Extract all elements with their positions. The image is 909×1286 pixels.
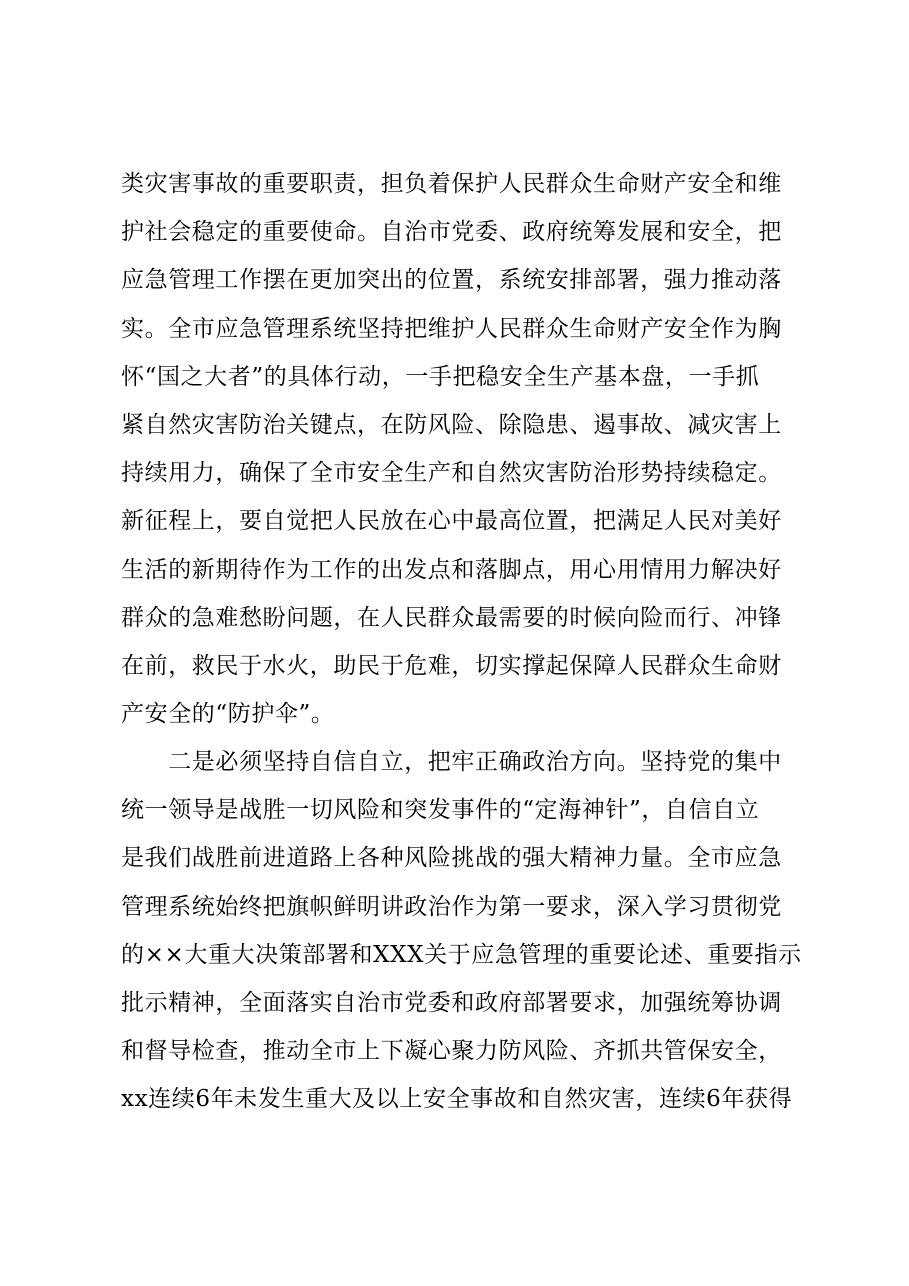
text-line: 生活的新期待作为工作的出发点和落脚点，用心用情用力解决好 xyxy=(121,556,782,583)
paragraph-political-direction xyxy=(121,738,821,1124)
text-line: 在前，救民于水火，助民于危难，切实撑起保障人民群众生命财 xyxy=(121,652,782,679)
text-line: 管理系统始终把旗帜鲜明讲政治作为第一要求，深入学习贯彻党 xyxy=(121,893,782,920)
text-line: 群众的急难愁盼问题，在人民群众最需要的时候向险而行、冲锋 xyxy=(121,604,782,631)
text-line: 实。全市应急管理系统坚持把维护人民群众生命财产安全作为胸 xyxy=(121,315,782,342)
text-line: 二是必须坚持自信自立，把牢正确政治方向。坚持党的集中 xyxy=(121,749,782,775)
text-line: 应急管理工作摆在更加突出的位置，系统安排部署，强力推动落 xyxy=(121,267,782,294)
text-line: 类灾害事故的重要职责，担负着保护人民群众生命财产安全和维 xyxy=(121,171,782,197)
text-line: 统一领导是战胜一切风险和突发事件的“定海神针”，自信自立 xyxy=(121,797,760,824)
text-line: 持续用力，确保了全市安全生产和自然灾害防治形势持续稳定。 xyxy=(121,460,782,487)
text-line: 紧自然灾害防治关键点，在防风险、除隐患、遏事故、减灾害上 xyxy=(121,411,782,438)
text-line: 新征程上，要自觉把人民放在心中最高位置，把满足人民对美好 xyxy=(121,508,782,535)
text-line: 是我们战胜前进道路上各种风险挑战的强大精神力量。全市应急 xyxy=(121,845,782,872)
paragraph-continued xyxy=(121,160,821,738)
text-line: 和督导检查，推动全市上下凝心聚力防风险、齐抓共管保安全， xyxy=(121,1038,782,1065)
text-line: 怀“国之大者”的具体行动，一手把稳安全生产基本盘，一手抓 xyxy=(121,363,760,390)
text-line: 的××大重大决策部署和XXX关于应急管理的重要论述、重要指示 xyxy=(121,941,802,968)
text-line: xx连续6年未发生重大及以上安全事故和自然灾害，连续6年获得 xyxy=(121,1086,793,1113)
text-line: 护社会稳定的重要使命。自治市党委、政府统筹发展和安全，把 xyxy=(121,219,782,246)
text-line: 批示精神，全面落实自治市党委和政府部署要求，加强统筹协调 xyxy=(121,989,782,1016)
text-line: 产安全的“防护伞”。 xyxy=(121,701,335,728)
